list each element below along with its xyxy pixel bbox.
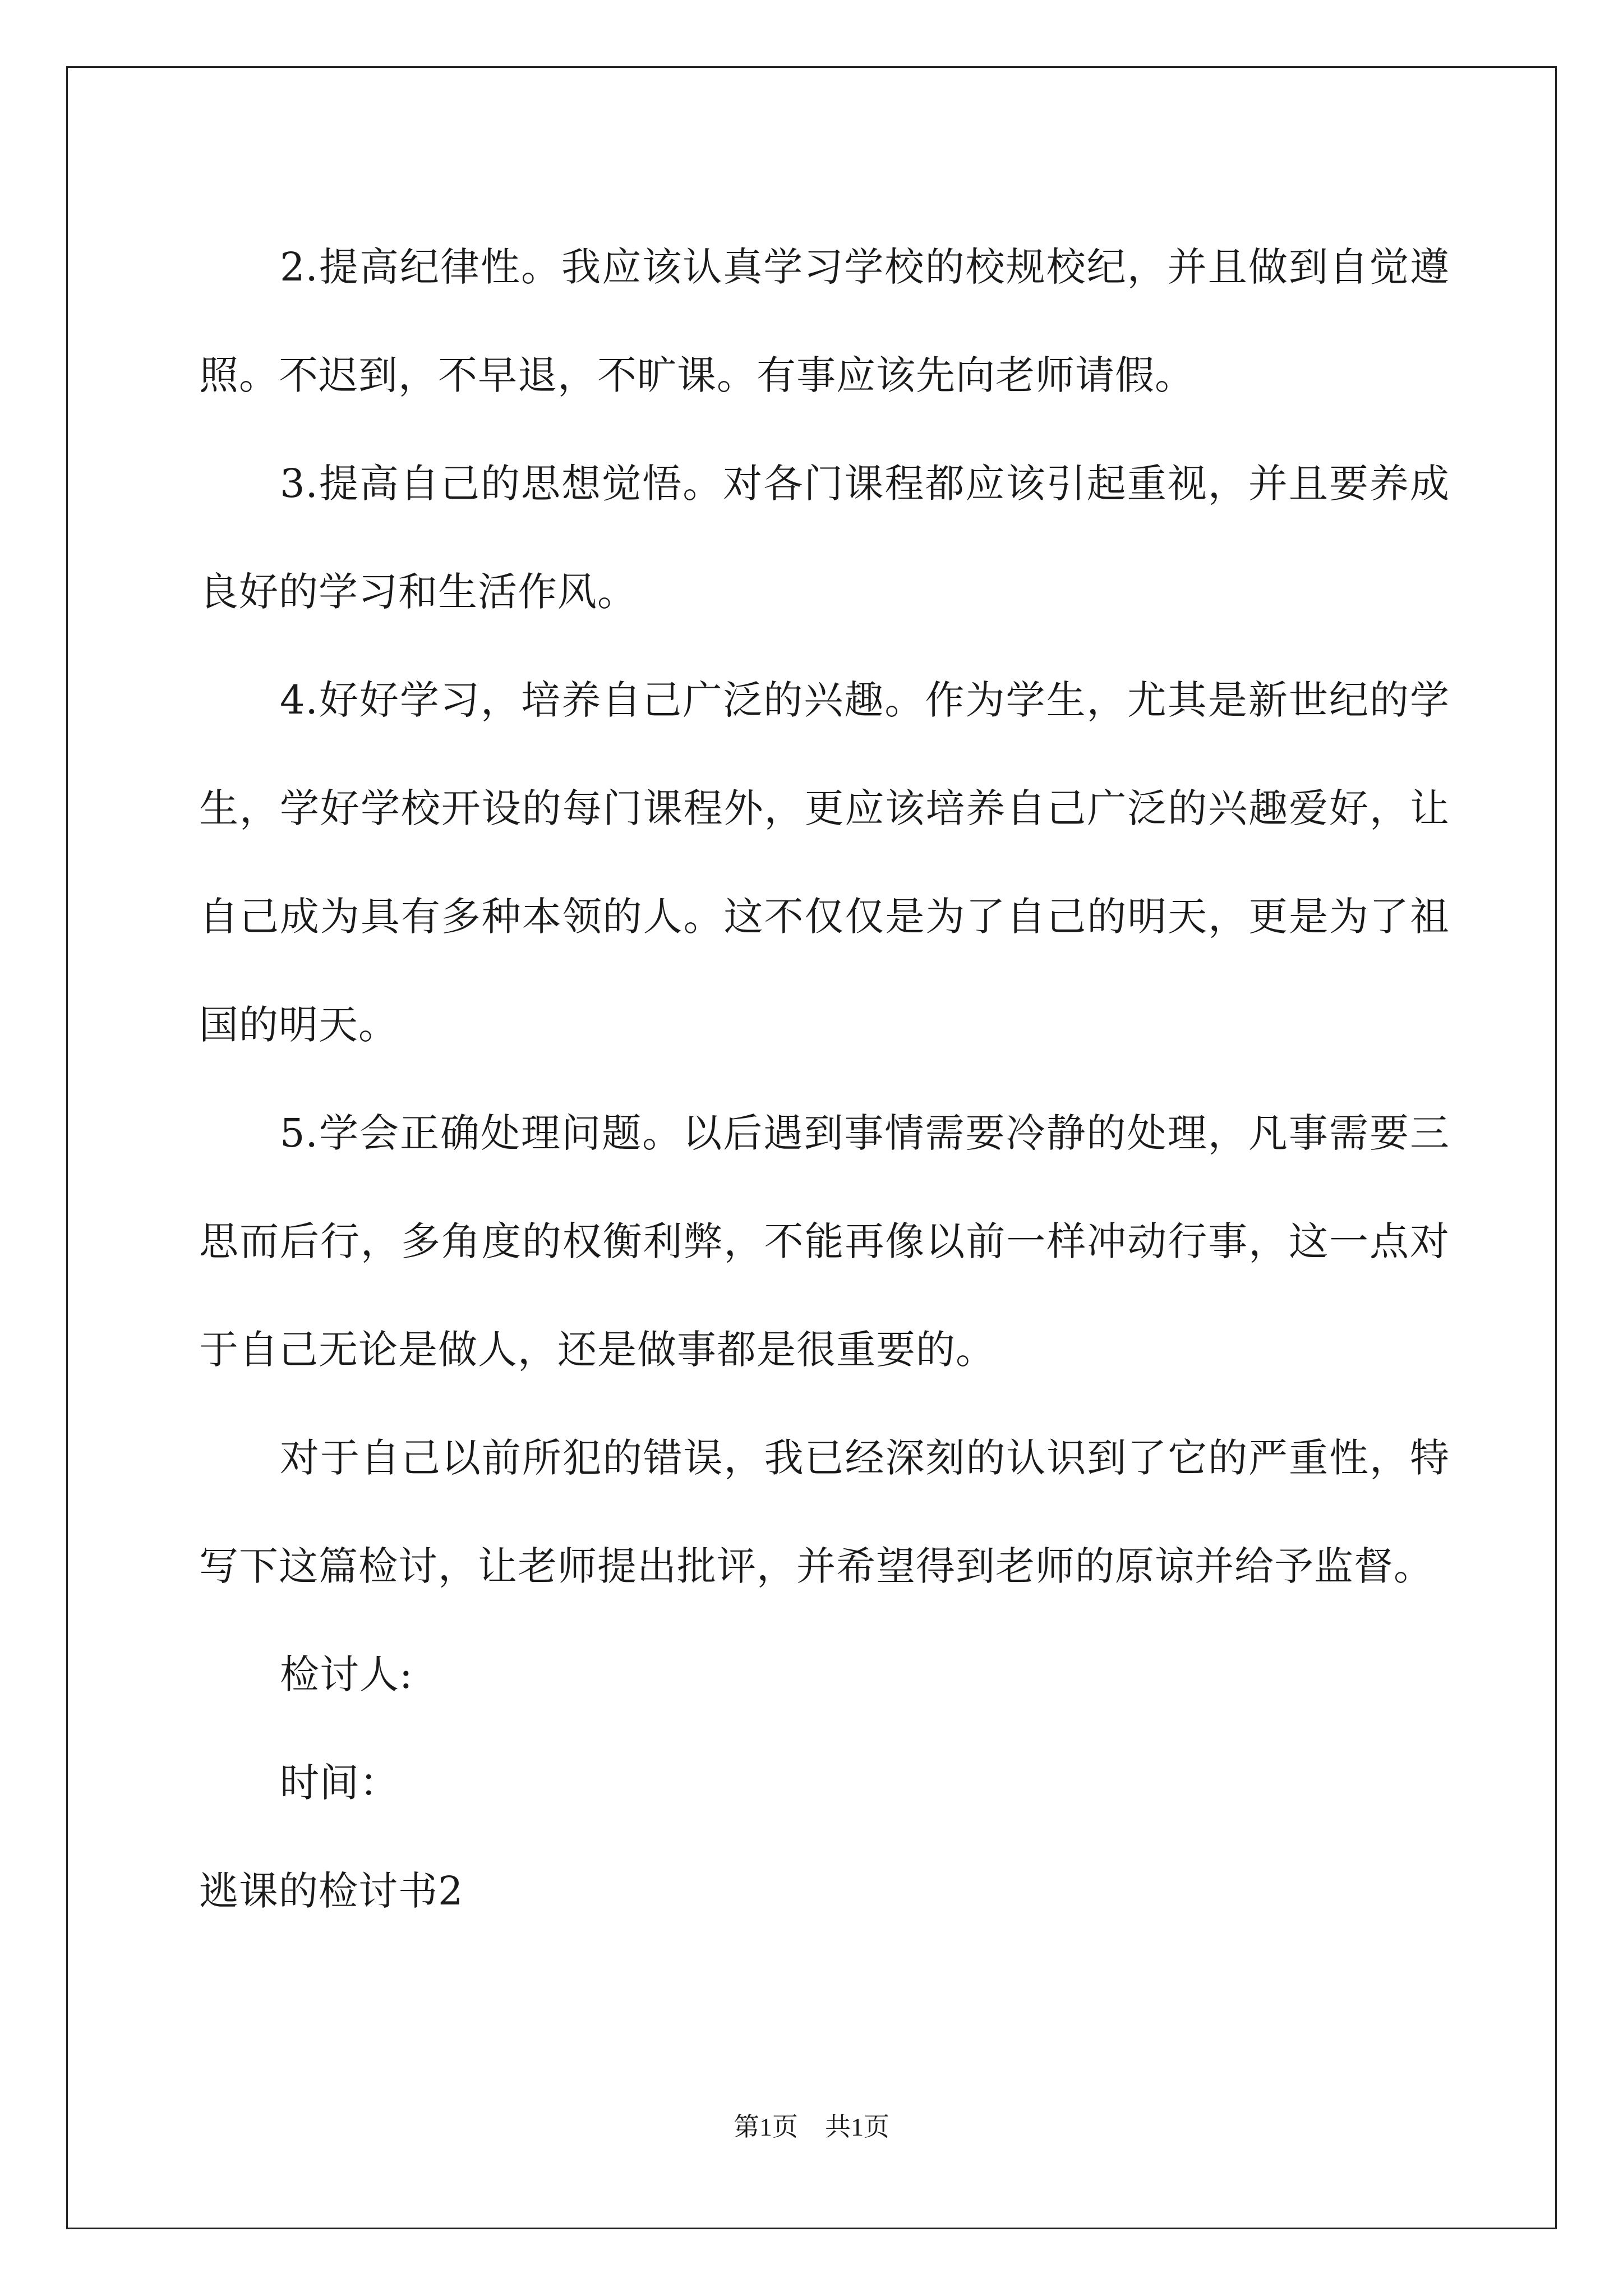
time-label: 时间： — [280, 1760, 399, 1806]
page-number-current: 第1页 — [734, 2113, 798, 2141]
paragraph-awareness: 3.提高自己的思想觉悟。对各门课程都应该引起重视，并且要养成良好的学习和生活作风。 — [199, 461, 1450, 615]
paragraph-interests: 4.好好学习，培养自己广泛的兴趣。作为学生，尤其是新世纪的学生，学好学校开设的每门课程外，更应该培养自己广泛的兴趣爱好，让自己成为具有多种本领的人。这不仅仅是为了自己的明天，更是为了祖国的明天。 — [199, 677, 1450, 1048]
document-body — [199, 213, 1450, 1945]
paragraph-conclusion: 对于自己以前所犯的错误，我已经深刻的认识到了它的严重性，特写下这篇检讨，让老师提出批评，并希望得到老师的原谅并给予监督。 — [199, 1435, 1450, 1589]
page-number-total: 共1页 — [825, 2113, 889, 2141]
paragraph-discipline: 2.提高纪律性。我应该认真学习学校的校规校纪，并且做到自觉遵照。不迟到，不早退，不旷课。有事应该先向老师请假。 — [199, 244, 1450, 398]
paragraph-problem-solving: 5.学会正确处理问题。以后遇到事情需要冷静的处理，凡事需要三思而后行，多角度的权衡利弊，不能再像以前一样冲动行事，这一点对于自己无论是做人，还是做事都是很重要的。 — [199, 1110, 1450, 1373]
next-section-title: 逃课的检讨书2 — [199, 1868, 464, 1914]
signer-label: 检讨人: — [280, 1651, 413, 1697]
page-footer — [0, 2110, 1623, 2144]
